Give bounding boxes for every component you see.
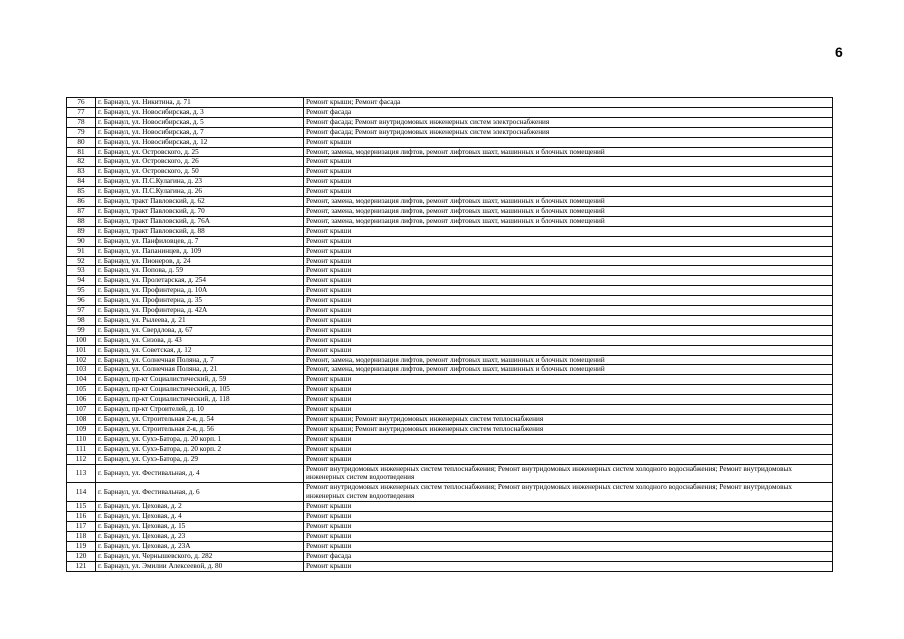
row-number: 83 — [67, 167, 96, 177]
row-number: 87 — [67, 206, 96, 216]
table-row — [67, 286, 833, 296]
row-work: Ремонт крыши — [304, 375, 833, 385]
row-work: Ремонт крыши — [304, 157, 833, 167]
row-work: Ремонт крыши — [304, 335, 833, 345]
row-number: 76 — [67, 98, 96, 108]
table-row — [67, 375, 833, 385]
table-row — [67, 315, 833, 325]
row-work: Ремонт крыши; Ремонт внутридомовых инженерных систем теплоснабжения — [304, 424, 833, 434]
row-address: г. Барнаул, ул. Сухэ-Батора, д. 20 корп. 2 — [96, 444, 304, 454]
row-work: Ремонт крыши — [304, 226, 833, 236]
table-row — [67, 157, 833, 167]
table-row — [67, 187, 833, 197]
row-work: Ремонт крыши — [304, 531, 833, 541]
table-row — [67, 335, 833, 345]
repair-table-body — [67, 98, 833, 572]
row-address: г. Барнаул, ул. П.С.Кулагина, д. 23 — [96, 177, 304, 187]
row-work: Ремонт крыши — [304, 246, 833, 256]
row-number: 108 — [67, 415, 96, 425]
table-row — [67, 266, 833, 276]
row-work: Ремонт крыши; Ремонт внутридомовых инженерных систем теплоснабжения — [304, 415, 833, 425]
table-row — [67, 365, 833, 375]
table-row — [67, 117, 833, 127]
table-row — [67, 107, 833, 117]
row-address: г. Барнаул, ул. Строительная 2-я, д. 54 — [96, 415, 304, 425]
row-address: г. Барнаул, ул. Солнечная Поляна, д. 21 — [96, 365, 304, 375]
row-address: г. Барнаул, ул. Панфиловцев, д. 7 — [96, 236, 304, 246]
row-address: г. Барнаул, ул. Сухэ-Батора, д. 29 — [96, 454, 304, 464]
row-address: г. Барнаул, ул. Рылеева, д. 21 — [96, 315, 304, 325]
table-row — [67, 444, 833, 454]
row-number: 115 — [67, 502, 96, 512]
row-number: 77 — [67, 107, 96, 117]
row-work: Ремонт крыши — [304, 561, 833, 571]
row-work: Ремонт крыши — [304, 187, 833, 197]
row-address: г. Барнаул, ул. Цеховая, д. 23 — [96, 531, 304, 541]
row-number: 85 — [67, 187, 96, 197]
row-number: 97 — [67, 306, 96, 316]
table-row — [67, 345, 833, 355]
row-address: г. Барнаул, тракт Павловский, д. 76А — [96, 216, 304, 226]
row-work: Ремонт крыши — [304, 521, 833, 531]
row-number: 79 — [67, 127, 96, 137]
table-row — [67, 306, 833, 316]
table-row — [67, 246, 833, 256]
table-row — [67, 395, 833, 405]
row-work: Ремонт, замена, модернизация лифтов, ремонт лифтовых шахт, машинных и блочных помещений — [304, 355, 833, 365]
row-address: г. Барнаул, ул. Попова, д. 59 — [96, 266, 304, 276]
table-row — [67, 512, 833, 522]
row-number: 100 — [67, 335, 96, 345]
row-number: 99 — [67, 325, 96, 335]
row-number: 93 — [67, 266, 96, 276]
row-address: г. Барнаул, ул. Свердлова, д. 67 — [96, 325, 304, 335]
table-row — [67, 127, 833, 137]
row-address: г. Барнаул, ул. Цеховая, д. 2 — [96, 502, 304, 512]
row-address: г. Барнаул, ул. Пионеров, д. 24 — [96, 256, 304, 266]
row-address: г. Барнаул, ул. Эмилии Алексеевой, д. 80 — [96, 561, 304, 571]
row-number: 114 — [67, 483, 96, 502]
table-row — [67, 98, 833, 108]
row-work: Ремонт, замена, модернизация лифтов, ремонт лифтовых шахт, машинных и блочных помещений — [304, 147, 833, 157]
table-row — [67, 137, 833, 147]
row-address: г. Барнаул, тракт Павловский, д. 70 — [96, 206, 304, 216]
row-number: 102 — [67, 355, 96, 365]
row-work: Ремонт, замена, модернизация лифтов, ремонт лифтовых шахт, машинных и блочных помещений — [304, 216, 833, 226]
row-address: г. Барнаул, ул. Цеховая, д. 15 — [96, 521, 304, 531]
table-row — [67, 464, 833, 483]
row-number: 120 — [67, 551, 96, 561]
row-work: Ремонт крыши — [304, 405, 833, 415]
row-number: 109 — [67, 424, 96, 434]
row-number: 89 — [67, 226, 96, 236]
row-address: г. Барнаул, ул. Пролетарская, д. 254 — [96, 276, 304, 286]
row-work: Ремонт крыши — [304, 345, 833, 355]
row-work: Ремонт крыши — [304, 137, 833, 147]
table-row — [67, 454, 833, 464]
row-number: 121 — [67, 561, 96, 571]
row-work: Ремонт крыши — [304, 444, 833, 454]
row-work: Ремонт фасада — [304, 107, 833, 117]
row-number: 98 — [67, 315, 96, 325]
table-row — [67, 434, 833, 444]
row-work: Ремонт крыши — [304, 512, 833, 522]
row-address: г. Барнаул, ул. Профинтерна, д. 35 — [96, 296, 304, 306]
row-number: 86 — [67, 197, 96, 207]
row-number: 103 — [67, 365, 96, 375]
row-number: 112 — [67, 454, 96, 464]
row-work: Ремонт крыши — [304, 325, 833, 335]
row-number: 113 — [67, 464, 96, 483]
row-address: г. Барнаул, ул. Новосибирская, д. 3 — [96, 107, 304, 117]
row-work: Ремонт крыши; Ремонт фасада — [304, 98, 833, 108]
row-number: 80 — [67, 137, 96, 147]
row-number: 81 — [67, 147, 96, 157]
row-work: Ремонт крыши — [304, 286, 833, 296]
row-number: 95 — [67, 286, 96, 296]
page-number: 6 — [835, 44, 843, 60]
row-address: г. Барнаул, ул. Советская, д. 12 — [96, 345, 304, 355]
row-number: 88 — [67, 216, 96, 226]
row-address: г. Барнаул, пр-кт Социалистический, д. 118 — [96, 395, 304, 405]
row-number: 78 — [67, 117, 96, 127]
table-row — [67, 415, 833, 425]
row-work: Ремонт внутридомовых инженерных систем теплоснабжения; Ремонт внутридомовых инженерных систем холодного водоснабжения; Ремонт внутридомовых инженерных систем водоотведения — [304, 464, 833, 483]
table-row — [67, 405, 833, 415]
row-work: Ремонт, замена, модернизация лифтов, ремонт лифтовых шахт, машинных и блочных помещений — [304, 365, 833, 375]
row-work: Ремонт крыши — [304, 306, 833, 316]
row-address: г. Барнаул, пр-кт Строителей, д. 10 — [96, 405, 304, 415]
row-number: 105 — [67, 385, 96, 395]
row-number: 84 — [67, 177, 96, 187]
row-number: 106 — [67, 395, 96, 405]
row-address: г. Барнаул, ул. П.С.Кулагина, д. 26 — [96, 187, 304, 197]
row-address: г. Барнаул, тракт Павловский, д. 62 — [96, 197, 304, 207]
table-row — [67, 276, 833, 286]
table-row — [67, 541, 833, 551]
row-address: г. Барнаул, ул. Островского, д. 26 — [96, 157, 304, 167]
row-number: 119 — [67, 541, 96, 551]
table-row — [67, 147, 833, 157]
table-row — [67, 502, 833, 512]
row-number: 118 — [67, 531, 96, 541]
table-row — [67, 531, 833, 541]
row-work: Ремонт крыши — [304, 276, 833, 286]
table-row — [67, 167, 833, 177]
table-row — [67, 521, 833, 531]
table-row — [67, 236, 833, 246]
row-address: г. Барнаул, ул. Сизова, д. 43 — [96, 335, 304, 345]
row-work: Ремонт крыши — [304, 266, 833, 276]
row-number: 82 — [67, 157, 96, 167]
table-row — [67, 385, 833, 395]
row-number: 116 — [67, 512, 96, 522]
table-row — [67, 177, 833, 187]
row-number: 91 — [67, 246, 96, 256]
row-address: г. Барнаул, ул. Цеховая, д. 23А — [96, 541, 304, 551]
row-number: 104 — [67, 375, 96, 385]
table-row — [67, 355, 833, 365]
row-number: 110 — [67, 434, 96, 444]
row-address: г. Барнаул, ул. Фестивальная, д. 6 — [96, 483, 304, 502]
row-address: г. Барнаул, ул. Новосибирская, д. 7 — [96, 127, 304, 137]
row-address: г. Барнаул, ул. Строительная 2-я, д. 56 — [96, 424, 304, 434]
table-row — [67, 197, 833, 207]
row-number: 92 — [67, 256, 96, 266]
row-work: Ремонт крыши — [304, 315, 833, 325]
table-row — [67, 216, 833, 226]
row-number: 111 — [67, 444, 96, 454]
table-row — [67, 424, 833, 434]
row-work: Ремонт фасада; Ремонт внутридомовых инженерных систем электроснабжения — [304, 117, 833, 127]
row-number: 107 — [67, 405, 96, 415]
row-address: г. Барнаул, ул. Цеховая, д. 4 — [96, 512, 304, 522]
row-address: г. Барнаул, ул. Островского, д. 50 — [96, 167, 304, 177]
table-row — [67, 325, 833, 335]
table-row — [67, 206, 833, 216]
row-address: г. Барнаул, ул. Фестивальная, д. 4 — [96, 464, 304, 483]
row-address: г. Барнаул, ул. Папанинцев, д. 109 — [96, 246, 304, 256]
row-number: 90 — [67, 236, 96, 246]
row-work: Ремонт крыши — [304, 256, 833, 266]
row-address: г. Барнаул, ул. Новосибирская, д. 5 — [96, 117, 304, 127]
row-number: 117 — [67, 521, 96, 531]
row-work: Ремонт фасада — [304, 551, 833, 561]
row-address: г. Барнаул, ул. Профинтерна, д. 42А — [96, 306, 304, 316]
row-address: г. Барнаул, пр-кт Социалистический, д. 105 — [96, 385, 304, 395]
row-number: 101 — [67, 345, 96, 355]
row-work: Ремонт крыши — [304, 454, 833, 464]
row-address: г. Барнаул, ул. Сухэ-Батора, д. 20 корп. 1 — [96, 434, 304, 444]
row-work: Ремонт крыши — [304, 502, 833, 512]
row-work: Ремонт крыши — [304, 385, 833, 395]
row-address: г. Барнаул, ул. Чернышевского, д. 282 — [96, 551, 304, 561]
row-work: Ремонт крыши — [304, 296, 833, 306]
row-work: Ремонт, замена, модернизация лифтов, ремонт лифтовых шахт, машинных и блочных помещений — [304, 197, 833, 207]
row-address: г. Барнаул, тракт Павловский, д. 88 — [96, 226, 304, 236]
table-row — [67, 296, 833, 306]
table-row — [67, 483, 833, 502]
table-row — [67, 256, 833, 266]
row-address: г. Барнаул, пр-кт Социалистический, д. 59 — [96, 375, 304, 385]
row-work: Ремонт крыши — [304, 167, 833, 177]
row-work: Ремонт крыши — [304, 541, 833, 551]
table-row — [67, 561, 833, 571]
table-row — [67, 551, 833, 561]
row-address: г. Барнаул, ул. Солнечная Поляна, д. 7 — [96, 355, 304, 365]
row-address: г. Барнаул, ул. Никитина, д. 71 — [96, 98, 304, 108]
row-address: г. Барнаул, ул. Новосибирская, д. 12 — [96, 137, 304, 147]
row-work: Ремонт внутридомовых инженерных систем теплоснабжения; Ремонт внутридомовых инженерных систем холодного водоснабжения; Ремонт внутридомовых инженерных систем водоотведения — [304, 483, 833, 502]
row-number: 94 — [67, 276, 96, 286]
row-work: Ремонт, замена, модернизация лифтов, ремонт лифтовых шахт, машинных и блочных помещений — [304, 206, 833, 216]
row-number: 96 — [67, 296, 96, 306]
row-work: Ремонт крыши — [304, 236, 833, 246]
row-work: Ремонт крыши — [304, 177, 833, 187]
repair-table — [66, 97, 833, 572]
row-work: Ремонт фасада; Ремонт внутридомовых инженерных систем электроснабжения — [304, 127, 833, 137]
row-address: г. Барнаул, ул. Профинтерна, д. 10А — [96, 286, 304, 296]
table-row — [67, 226, 833, 236]
row-work: Ремонт крыши — [304, 434, 833, 444]
row-address: г. Барнаул, ул. Островского, д. 25 — [96, 147, 304, 157]
row-work: Ремонт крыши — [304, 395, 833, 405]
